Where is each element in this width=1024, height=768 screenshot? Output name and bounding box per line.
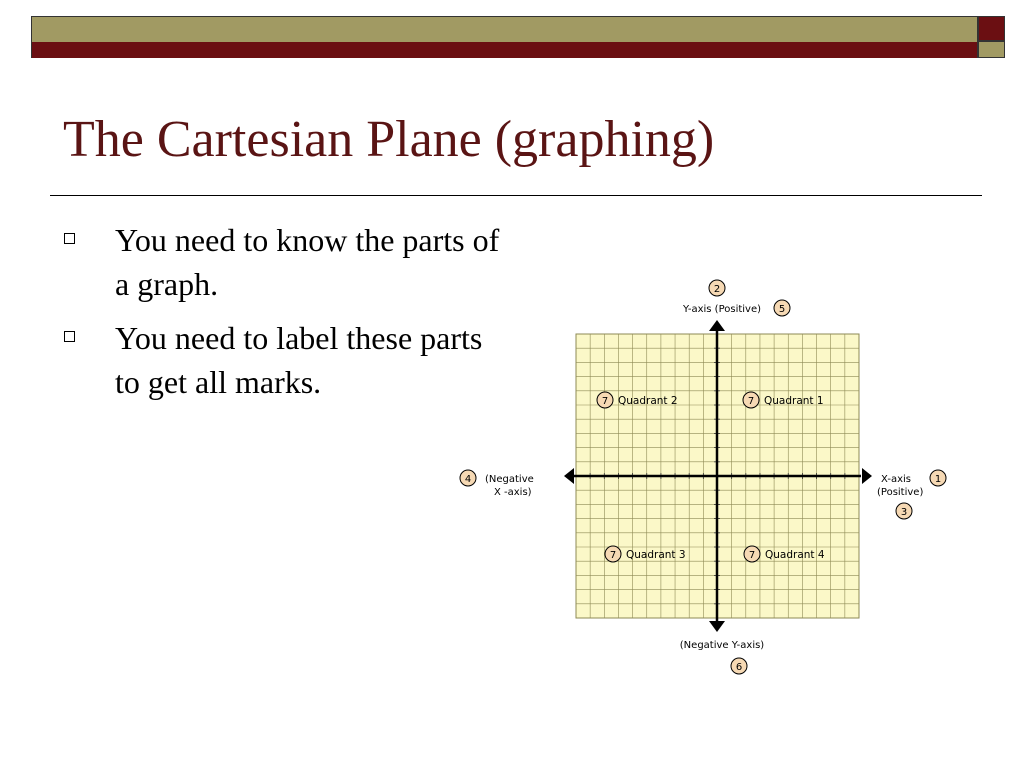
marker-3-number: 3 (900, 507, 908, 518)
quadrant-3-marker-number: 7 (609, 550, 617, 561)
marker-4-number: 4 (464, 474, 472, 485)
quadrant-4-marker-number: 7 (748, 550, 756, 561)
marker-1-number: 1 (934, 474, 942, 485)
quadrant-2-label: Quadrant 2 (618, 395, 678, 407)
x-axis-positive-label-line2: (Positive) (877, 487, 924, 498)
x-axis-positive-arrow-icon (862, 468, 872, 484)
x-axis-negative-label-line1: (Negative (485, 474, 534, 485)
y-axis-positive-arrow-icon (709, 320, 725, 331)
marker-6-number: 6 (735, 662, 743, 673)
quadrant-3-label: Quadrant 3 (626, 549, 686, 561)
marker-5-number: 5 (778, 304, 786, 315)
x-axis-negative-label-line2: X -axis) (494, 487, 532, 498)
quadrant-1-marker-number: 7 (747, 396, 755, 407)
quadrant-4-label: Quadrant 4 (765, 549, 825, 561)
x-axis-positive-label-line1: X-axis (881, 474, 911, 485)
bullet-text: You need to label these parts to get all marks. (115, 320, 483, 400)
quadrant-1-label: Quadrant 1 (764, 395, 824, 407)
bullet-text: You need to know the parts of a graph. (115, 222, 500, 302)
y-axis-negative-label: (Negative Y-axis) (679, 640, 765, 651)
slide-title: The Cartesian Plane (graphing) (63, 111, 715, 168)
y-axis-negative-arrow-icon (709, 621, 725, 632)
marker-2-number: 2 (713, 284, 721, 295)
x-axis-negative-arrow-icon (564, 468, 574, 484)
quadrant-2-marker-number: 7 (601, 396, 609, 407)
y-axis-positive-label: Y-axis (Positive) (682, 304, 762, 315)
